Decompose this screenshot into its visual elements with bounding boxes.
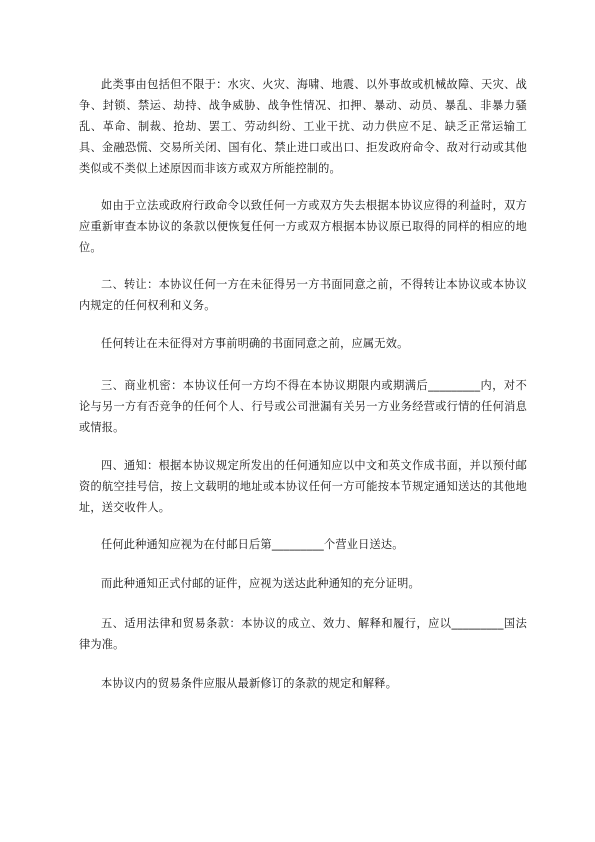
paragraph-legislation-change: 如由于立法或政府行政命令以致任何一方或双方失去根据本协议应得的利益时，双方应重新审查本协议的条款以便恢复任何一方或双方根据本协议原已取得的同样的相应的地位。 xyxy=(79,199,527,254)
paragraph-notice-delivery: 任何此种通知应视为在付邮日后第_________个营业日送达。 xyxy=(101,538,404,551)
paragraph-notice: 四、通知：根据本协议规定所发出的任何通知应以中文和英文作成书面，并以预付邮资的航空挂号信，按上文载明的地址或本协议任何一方可能按本节规定通知送达的其他地址，送交收件人。 xyxy=(79,459,527,514)
paragraph-notice-proof: 而此种通知正式付邮的证件，应视为送达此种通知的充分证明。 xyxy=(101,577,420,590)
paragraph-confidentiality: 三、商业机密：本协议任何一方均不得在本协议期限内或期满后_________内，对不论与另一方有否竞争的任何个人、行号或公司泄漏有关另一方业务经营或行情的任何消息或情报。 xyxy=(79,379,527,434)
paragraph-governing-law: 五、适用法律和贸易条款：本协议的成立、效力、解释和履行，应以_________国法律为准。 xyxy=(79,617,527,651)
paragraph-assignment-invalid: 任何转让在未征得对方事前明确的书面同意之前，应属无效。 xyxy=(101,337,409,350)
paragraph-trade-terms: 本协议内的贸易条件应服从最新修订的条款的规定和解释。 xyxy=(101,677,398,690)
paragraph-force-majeure-causes: 此类事由包括但不限于：水灾、火灾、海啸、地震、以外事故或机械故障、天灾、战争、封锁、禁运、劫持、战争威胁、战争性情况、扣押、暴动、动员、暴乱、非暴力骚乱、革命、制裁、抢劫、罢工、劳动纠纷、工业干扰、动力供应不足、缺乏正常运输工具、金融恐慌、交易所关闭、国有化、禁止进口或出口、拒发政府命令、敌对行动或其他类似或不类似上述原因而非该方或双方所能控制的。 xyxy=(79,78,527,175)
paragraph-assignment: 二、转让：本协议任何一方在未征得另一方书面同意之前，不得转让本协议或本协议内规定的任何权利和义务。 xyxy=(79,278,527,312)
